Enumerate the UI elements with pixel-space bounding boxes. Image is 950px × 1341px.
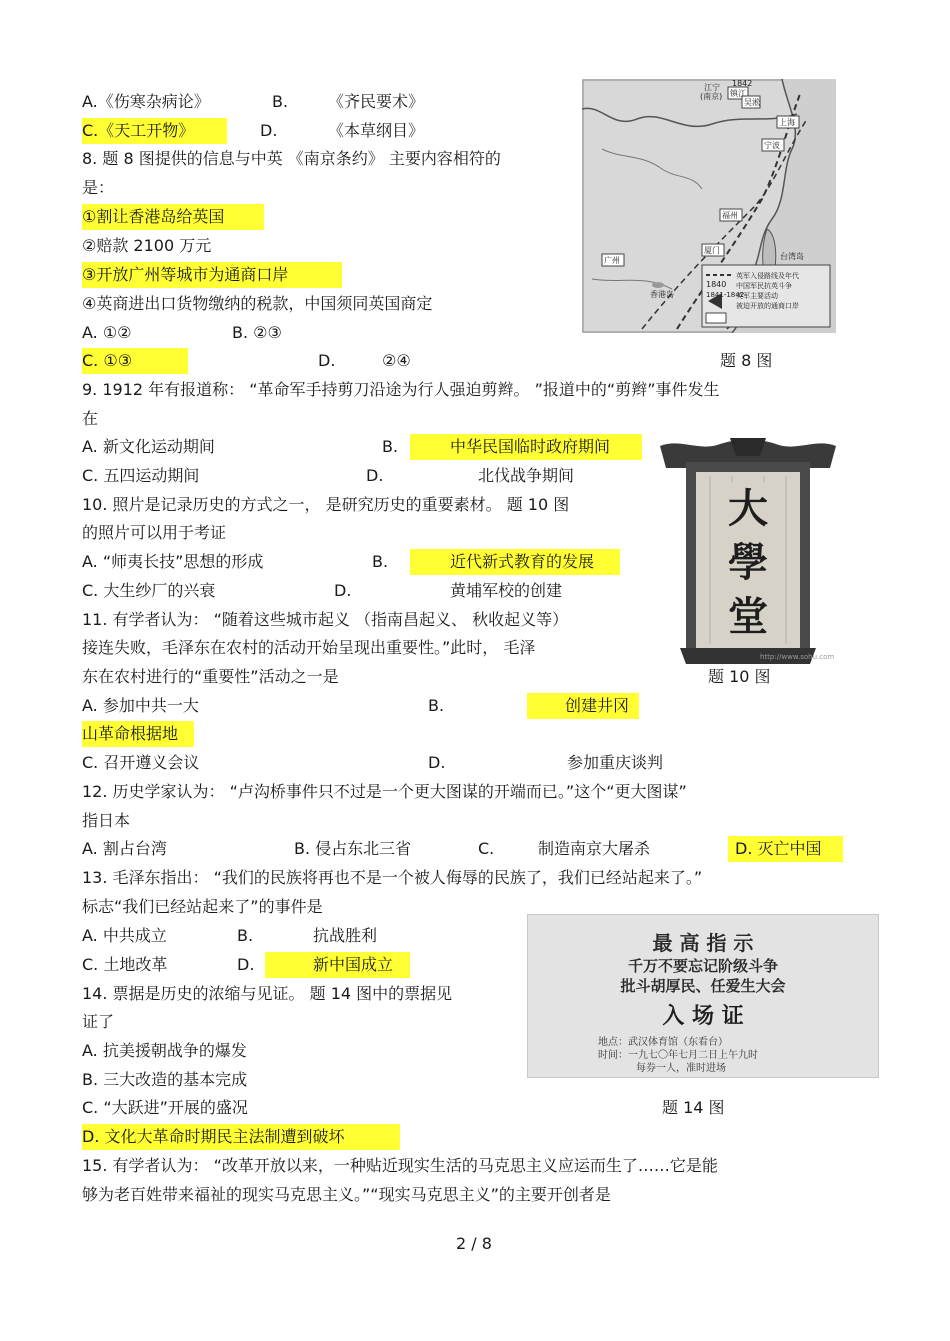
question-11-line2: 接连失败，毛泽东在农村的活动开始呈现出重要性。”此时， 毛泽 — [82, 638, 536, 657]
question-15-line1: 15. 有学者认为： “改革开放以来，一种贴近现实生活的马克思主义应运而生了……它是能 — [82, 1156, 718, 1175]
map-label-xiamen: 厦门 — [704, 246, 720, 255]
question-12-line1: 12. 历史学家认为： “卢沟桥事件只不过是一个更大图谋的开端而已。”这个“更大图谋” — [82, 782, 687, 801]
figure-14-caption: 题 14 图 — [662, 1098, 725, 1117]
option-10C: C. 大生纱厂的兴衰 — [82, 581, 216, 600]
question-14-line2: 证了 — [82, 1012, 115, 1031]
option-9A: A. 新文化运动期间 — [82, 437, 215, 456]
ticket-line-3: 批斗胡厚民、任爱生大会 — [620, 977, 786, 995]
option-11B-part2: 山革命根据地 — [82, 724, 179, 743]
question-14-line1: 14. 票据是历史的浓缩与见证。 题 14 图中的票据见 — [82, 984, 453, 1003]
option-9C: C. 五四运动期间 — [82, 466, 200, 485]
figure-10-caption: 题 10 图 — [708, 667, 771, 686]
ticket-note: 每券一人，准时进场 — [636, 1063, 726, 1074]
question-12-line2: 指日本 — [82, 811, 131, 830]
question-9-line2: 在 — [82, 409, 99, 428]
figure-14-ticket — [527, 914, 879, 1078]
legend-year-1840: 1840 — [706, 280, 727, 289]
option-8A: A. ①② — [82, 323, 132, 342]
question-10-line1: 10. 照片是记录历史的方式之一， 是研究历史的重要素材。 题 10 图 — [82, 495, 570, 514]
map-label-jiangning: 江宁 — [704, 83, 720, 92]
question-10-line2: 的照片可以用于考证 — [82, 523, 227, 542]
option-10D: 黄埔军校的创建 — [450, 581, 563, 600]
question-9-line1: 9. 1912 年有报道称： “革命军手持剪刀沿途为行人强迫剪辫。 ”报道中的“剪辫”事件发生 — [82, 380, 720, 399]
option-10B: 近代新式教育的发展 — [450, 552, 595, 571]
option-11B-letter: B. — [428, 696, 445, 715]
option-12B: B. 侵占东北三省 — [294, 839, 412, 858]
question-11-line3: 东在农村进行的“重要性”活动之一是 — [82, 667, 339, 686]
option-9D: 北伐战争期间 — [478, 466, 575, 485]
photo-watermark: http://www.sohu.com — [760, 653, 835, 661]
map-label-shanghai: 上海 — [779, 118, 795, 127]
option-12C: 制造南京大屠杀 — [538, 839, 651, 858]
option-9D-letter: D. — [366, 466, 384, 485]
q8-item-4: ④英商进出口货物缴纳的税款，中国须同英国商定 — [82, 294, 433, 313]
option-14B: B. 三大改造的基本完成 — [82, 1070, 248, 1089]
figure-8-caption: 题 8 图 — [720, 351, 773, 370]
map-label-guangzhou: 广州 — [604, 256, 620, 265]
option-13D: 新中国成立 — [313, 955, 394, 974]
legend-treaty-ports: 被迫开放的通商口岸 — [736, 302, 799, 310]
page-number: 2 / 8 — [456, 1234, 492, 1253]
option-11D-letter: D. — [428, 753, 446, 772]
ticket-line-2: 千万不要忘记阶级斗争 — [627, 957, 778, 975]
question-8-line1: 8. 题 8 图提供的信息与中英 《南京条约》 主要内容相符的 — [82, 149, 501, 168]
option-12C-letter: C. — [478, 839, 495, 858]
option-7B: 《齐民要术》 — [328, 92, 425, 111]
ticket-title: 入 场 证 — [662, 1003, 744, 1029]
map-label-year-1842: 1842 — [732, 79, 753, 88]
option-11C: C. 召开遵义会议 — [82, 753, 200, 772]
question-13-line2: 标志“我们已经站起来了”的事件是 — [82, 897, 323, 916]
option-13A: A. 中共成立 — [82, 926, 167, 945]
option-9B: 中华民国临时政府期间 — [450, 437, 611, 456]
option-12D: D. 灭亡中国 — [735, 839, 822, 858]
map-label-zhenjiang: 镇江 — [730, 89, 746, 98]
option-7D: 《本草纲目》 — [328, 121, 425, 140]
map-label-ningbo: 宁波 — [764, 141, 780, 150]
map-label-fuzhou: 福州 — [722, 211, 738, 220]
legend-years-1841-1842: 1841-1842 — [706, 291, 745, 299]
option-9B-letter: B. — [382, 437, 399, 456]
question-15-line2: 够为老百姓带来福祉的现实马克思主义。”“现实马克思主义”的主要开创者是 — [82, 1185, 611, 1204]
option-14C: C. “大跃进”开展的盛况 — [82, 1098, 248, 1117]
option-11B-part1: 创建井冈 — [565, 696, 630, 715]
option-11A: A. 参加中共一大 — [82, 696, 199, 715]
option-7C: C.《天工开物》 — [82, 121, 195, 140]
map-label-taiwan: 台湾岛 — [780, 252, 804, 261]
option-10A: A. “师夷长技”思想的形成 — [82, 552, 264, 571]
option-8D: ②④ — [382, 351, 411, 370]
ticket-time: 时间：一九七〇年七月二日上午九时 — [598, 1050, 758, 1061]
legend-invasion-route: 英军入侵路线及年代 — [736, 272, 799, 280]
ticket-line-1: 最 高 指 示 — [652, 931, 754, 955]
question-11-line1: 11. 有学者认为： “随着这些城市起义 （指南昌起义、 秋收起义等） — [82, 610, 569, 629]
map-image — [582, 79, 836, 333]
option-13B: 抗战胜利 — [313, 926, 378, 945]
q8-item-1: ①割让香港岛给英国 — [82, 207, 225, 226]
option-8B: B. ②③ — [232, 323, 282, 342]
option-8D-letter: D. — [318, 351, 336, 370]
option-10D-letter: D. — [334, 581, 352, 600]
question-13-line1: 13. 毛泽东指出： “我们的民族将再也不是一个被人侮辱的民族了，我们已经站起来了。” — [82, 868, 703, 887]
option-12A: A. 割占台湾 — [82, 839, 167, 858]
map-label-hongkong: 香港岛 — [650, 290, 674, 299]
legend-activity: 英军主要活动 — [736, 292, 778, 300]
map-label-nanjing: (南京) — [700, 92, 723, 101]
option-8C: C. ①③ — [82, 351, 133, 370]
q8-item-3: ③开放广州等城市为通商口岸 — [82, 265, 289, 284]
legend-resistance: 中国军民抗英斗争 — [736, 282, 792, 290]
option-10B-letter: B. — [372, 552, 389, 571]
option-14D: D. 文化大革命时期民主法制遭到破坏 — [82, 1127, 345, 1146]
ticket-location: 地点：武汉体育馆（东看台） — [598, 1037, 728, 1048]
q8-item-2: ②赔款 2100 万元 — [82, 236, 212, 255]
figure-8-map — [582, 79, 836, 333]
option-13D-letter: D. — [237, 955, 255, 974]
option-13B-letter: B. — [237, 926, 254, 945]
figure-10-photo — [660, 438, 836, 668]
option-14A: A. 抗美援朝战争的爆发 — [82, 1041, 247, 1060]
option-7B-letter: B. — [272, 92, 289, 111]
option-13C: C. 土地改革 — [82, 955, 168, 974]
question-8-line2: 是： — [82, 178, 115, 197]
option-7D-letter: D. — [260, 121, 278, 140]
option-11D: 参加重庆谈判 — [567, 753, 664, 772]
sign-text: 大學堂 — [722, 482, 774, 644]
map-label-wusong: 吴淞 — [744, 98, 760, 107]
option-7A: A.《伤寒杂病论》 — [82, 92, 210, 111]
